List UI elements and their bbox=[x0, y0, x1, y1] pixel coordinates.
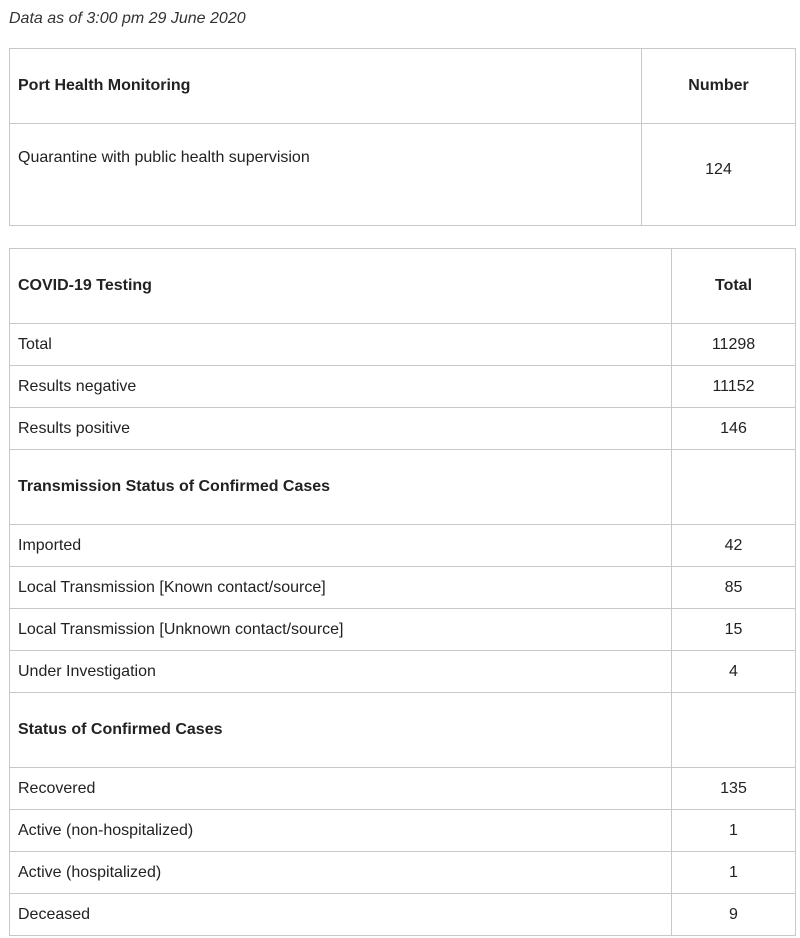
table-row bbox=[10, 609, 796, 651]
table-row bbox=[10, 366, 796, 408]
table-row bbox=[10, 408, 796, 450]
row-value: 85 bbox=[672, 567, 796, 609]
section-heading-row bbox=[10, 450, 796, 525]
table-row bbox=[10, 852, 796, 894]
table-header-row bbox=[10, 49, 796, 124]
table-row bbox=[10, 894, 796, 936]
row-label: Total bbox=[10, 324, 672, 366]
row-label: Active (hospitalized) bbox=[10, 852, 672, 894]
row-label: Deceased bbox=[10, 894, 672, 936]
port-health-table bbox=[9, 48, 796, 226]
testing-header-value: Total bbox=[672, 249, 796, 324]
port-health-header-value: Number bbox=[642, 49, 796, 124]
row-label: Results negative bbox=[10, 366, 672, 408]
row-value: 9 bbox=[672, 894, 796, 936]
row-value: 124 bbox=[642, 124, 796, 226]
table-row bbox=[10, 525, 796, 567]
table-row bbox=[10, 567, 796, 609]
row-value: 4 bbox=[672, 651, 796, 693]
port-health-header-label: Port Health Monitoring bbox=[10, 49, 642, 124]
transmission-section-heading: Transmission Status of Confirmed Cases bbox=[10, 450, 672, 525]
row-value: 42 bbox=[672, 525, 796, 567]
row-value: 15 bbox=[672, 609, 796, 651]
row-label: Recovered bbox=[10, 768, 672, 810]
row-value: 146 bbox=[672, 408, 796, 450]
table-row bbox=[10, 768, 796, 810]
row-value: 1 bbox=[672, 852, 796, 894]
row-label: Quarantine with public health supervision bbox=[10, 124, 642, 226]
table-row bbox=[10, 810, 796, 852]
status-section-heading: Status of Confirmed Cases bbox=[10, 693, 672, 768]
testing-header-label: COVID-19 Testing bbox=[10, 249, 672, 324]
row-value: 11298 bbox=[672, 324, 796, 366]
empty-cell bbox=[672, 450, 796, 525]
row-label: Imported bbox=[10, 525, 672, 567]
row-value: 135 bbox=[672, 768, 796, 810]
table-row bbox=[10, 651, 796, 693]
row-value: 11152 bbox=[672, 366, 796, 408]
table-row bbox=[10, 324, 796, 366]
row-label: Under Investigation bbox=[10, 651, 672, 693]
table-header-row bbox=[10, 249, 796, 324]
row-label: Local Transmission [Unknown contact/source] bbox=[10, 609, 672, 651]
row-value: 1 bbox=[672, 810, 796, 852]
table-row bbox=[10, 124, 796, 226]
row-label: Active (non-hospitalized) bbox=[10, 810, 672, 852]
row-label: Local Transmission [Known contact/source] bbox=[10, 567, 672, 609]
row-label: Results positive bbox=[10, 408, 672, 450]
data-timestamp: Data as of 3:00 pm 29 June 2020 bbox=[9, 10, 246, 27]
covid-testing-table bbox=[9, 248, 796, 936]
section-heading-row bbox=[10, 693, 796, 768]
empty-cell bbox=[672, 693, 796, 768]
